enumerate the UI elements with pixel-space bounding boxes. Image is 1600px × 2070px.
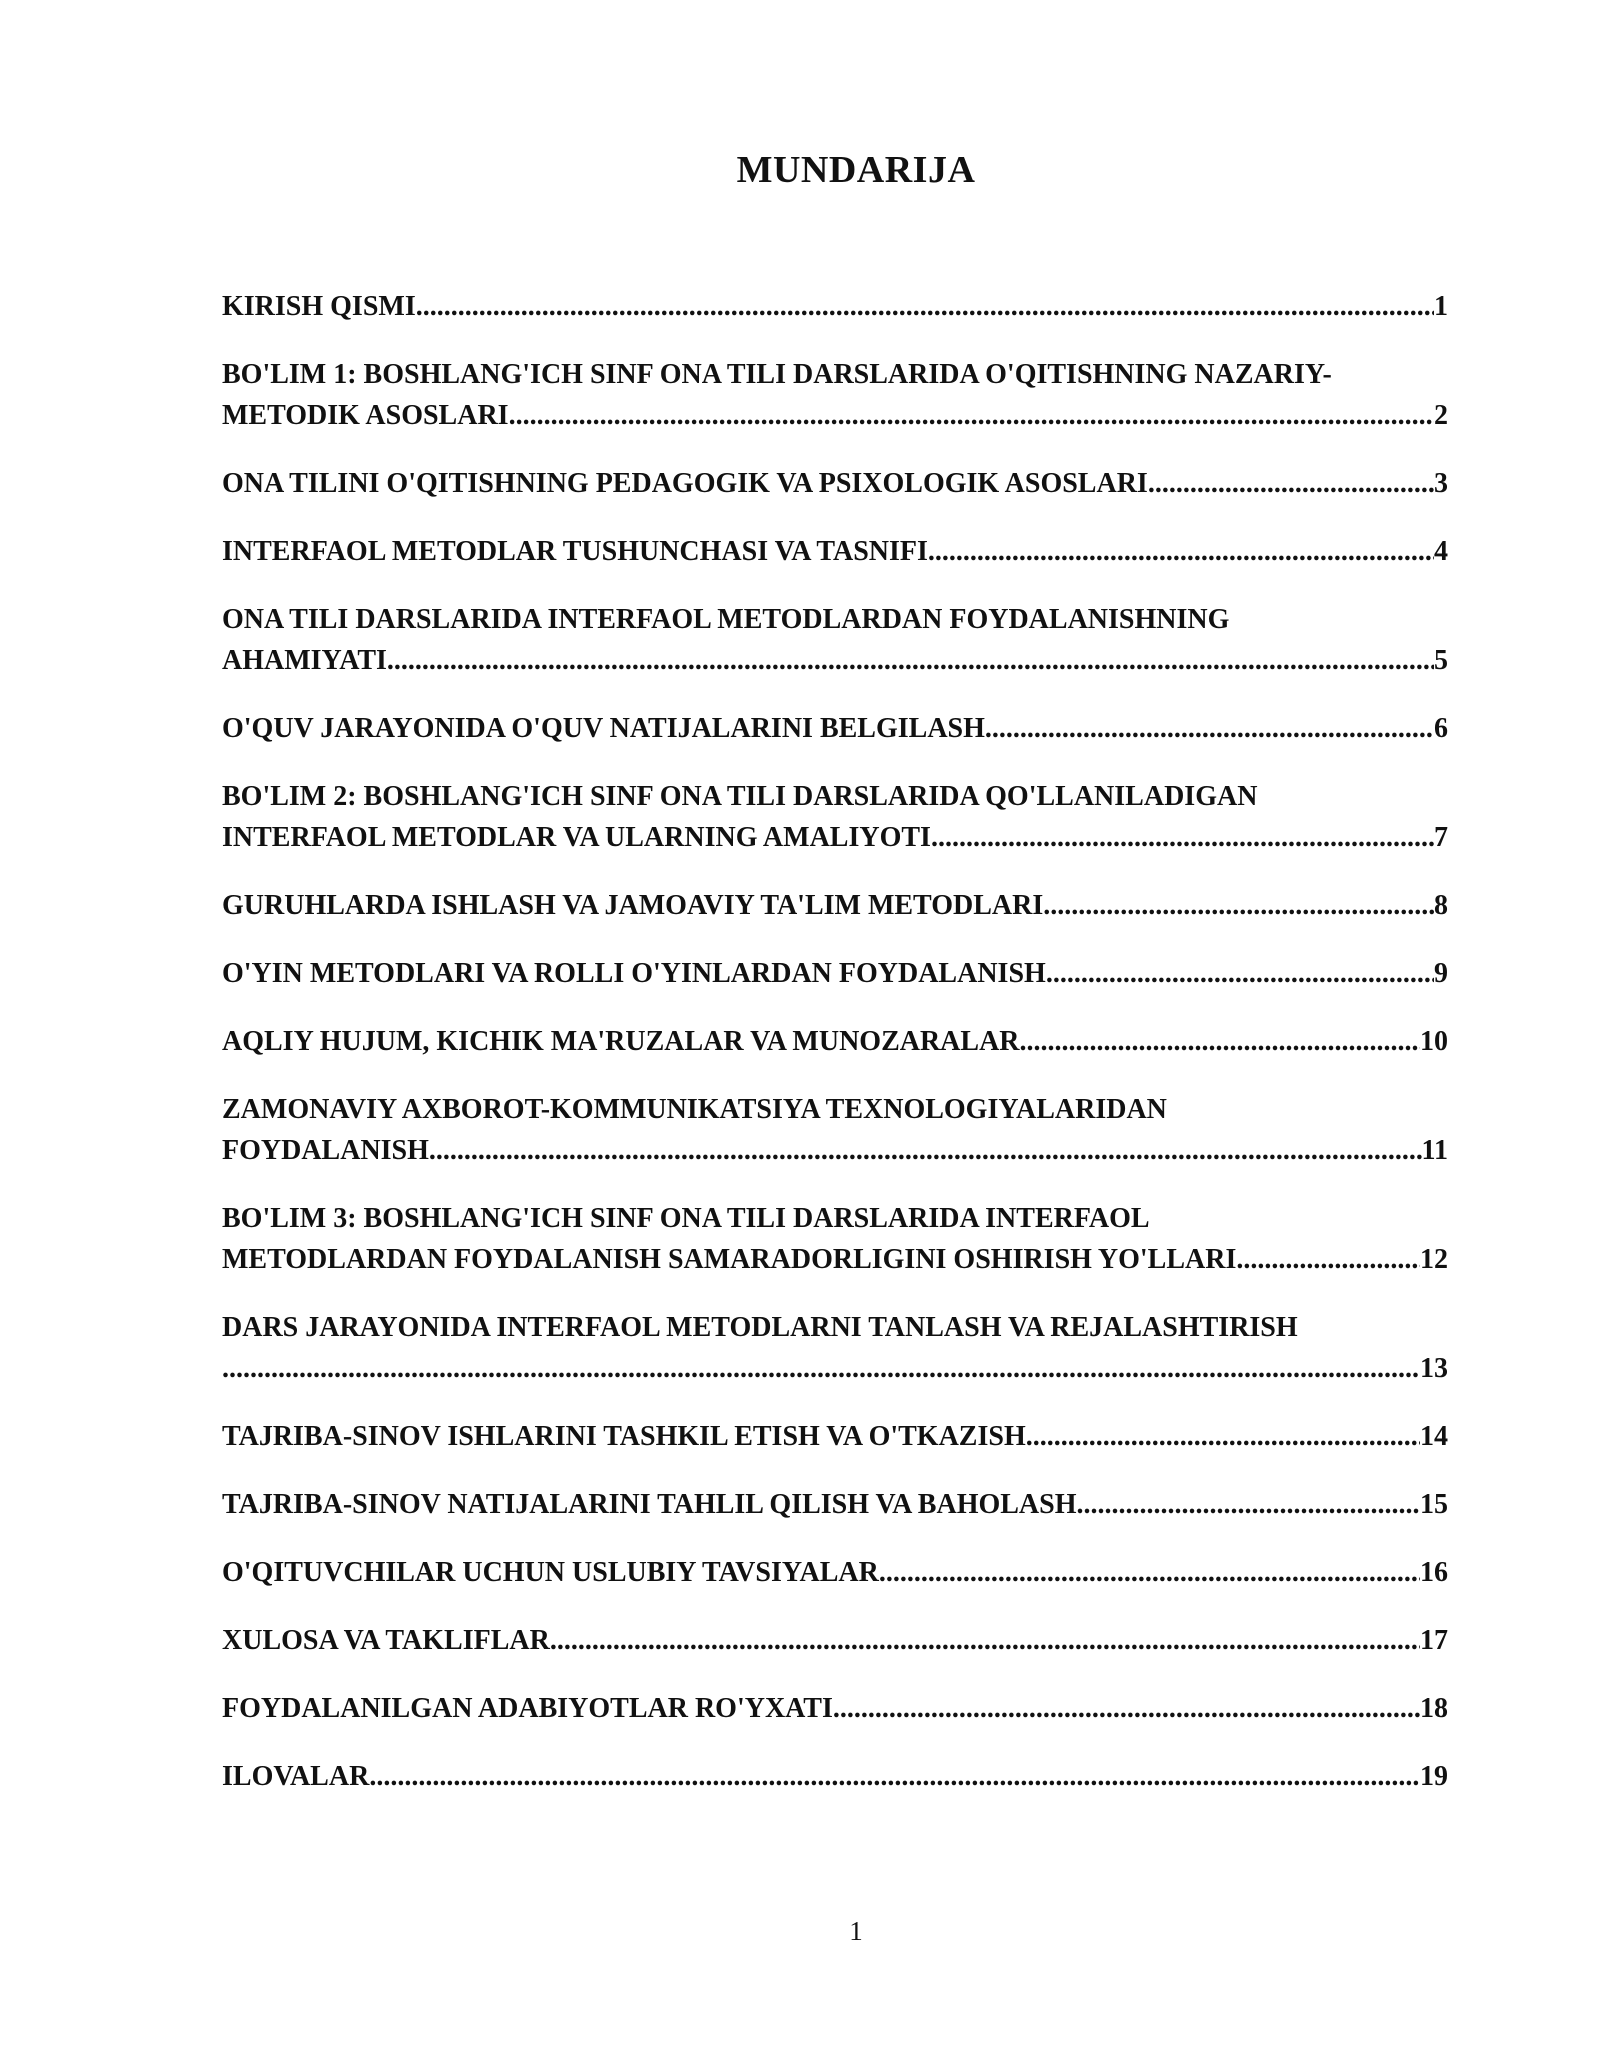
toc-entry[interactable] bbox=[222, 531, 1448, 572]
toc-entry-title: O'QUV JARAYONIDA O'QUV NATIJALARINI BELGILASH bbox=[222, 713, 985, 744]
dot-leader bbox=[1236, 1239, 1420, 1280]
toc-entry-leader-line bbox=[222, 1688, 1448, 1729]
toc-entry-leader-line bbox=[222, 1552, 1448, 1593]
toc-entry-leader-line bbox=[222, 286, 1448, 327]
toc-entry-page-number: 15 bbox=[1420, 1489, 1448, 1520]
dot-leader bbox=[1046, 953, 1434, 994]
dot-leader bbox=[879, 1552, 1420, 1593]
dot-leader bbox=[550, 1620, 1420, 1661]
dot-leader bbox=[1020, 1021, 1420, 1062]
toc-entry-title: INTERFAOL METODLAR TUSHUNCHASI VA TASNIFI bbox=[222, 536, 928, 567]
table-of-contents bbox=[222, 286, 1448, 1824]
toc-entry[interactable] bbox=[222, 1021, 1448, 1062]
dot-leader bbox=[1043, 885, 1434, 926]
toc-entry-page-number: 6 bbox=[1434, 713, 1448, 744]
toc-entry-title: METODIK ASOSLARI bbox=[222, 400, 509, 431]
toc-entry[interactable] bbox=[222, 1620, 1448, 1661]
toc-entry[interactable] bbox=[222, 1756, 1448, 1797]
toc-entry-page-number: 5 bbox=[1434, 645, 1448, 676]
toc-entry-page-number: 18 bbox=[1420, 1693, 1448, 1724]
toc-entry-title-line: ZAMONAVIY AXBOROT-KOMMUNIKATSIYA TEXNOLOGIYALARIDAN bbox=[222, 1094, 1167, 1125]
toc-entry[interactable] bbox=[222, 1688, 1448, 1729]
dot-leader bbox=[509, 395, 1434, 436]
toc-entry-title-line: ONA TILI DARSLARIDA INTERFAOL METODLARDAN FOYDALANISHNING bbox=[222, 604, 1230, 635]
dot-leader bbox=[1148, 463, 1434, 504]
toc-entry[interactable] bbox=[222, 463, 1448, 504]
page-number: 1 bbox=[849, 1916, 863, 1946]
toc-entry[interactable] bbox=[222, 286, 1448, 327]
toc-entry-title: TAJRIBA-SINOV NATIJALARINI TAHLIL QILISH VA BAHOLASH bbox=[222, 1489, 1077, 1520]
toc-entry-page-number: 17 bbox=[1420, 1625, 1448, 1656]
toc-entry-leader-line bbox=[222, 463, 1448, 504]
dot-leader bbox=[369, 1756, 1420, 1797]
dot-leader bbox=[931, 817, 1434, 858]
toc-entry-page-number: 10 bbox=[1420, 1026, 1448, 1057]
toc-entry-page-number: 19 bbox=[1420, 1761, 1448, 1792]
toc-entry-leader-line bbox=[222, 1484, 1448, 1525]
toc-entry-leader-line bbox=[222, 1348, 1448, 1389]
toc-entry-page-number: 7 bbox=[1434, 822, 1448, 853]
toc-entry-title: KIRISH QISMI bbox=[222, 291, 416, 322]
dot-leader bbox=[1077, 1484, 1420, 1525]
toc-entry-leader-line bbox=[222, 708, 1448, 749]
toc-entry-title: ONA TILINI O'QITISHNING PEDAGOGIK VA PSIXOLOGIK ASOSLARI bbox=[222, 468, 1148, 499]
dot-leader bbox=[985, 708, 1434, 749]
toc-entry-title: ILOVALAR bbox=[222, 1761, 370, 1792]
toc-entry-page-number: 3 bbox=[1434, 468, 1448, 499]
dot-leader bbox=[387, 640, 1434, 681]
toc-entry-leader-line bbox=[222, 1756, 1448, 1797]
toc-entry-leader-line bbox=[222, 531, 1448, 572]
toc-entry[interactable] bbox=[222, 708, 1448, 749]
dot-leader bbox=[928, 531, 1434, 572]
toc-entry-page-number: 16 bbox=[1420, 1557, 1448, 1588]
toc-entry-page-number: 9 bbox=[1434, 958, 1448, 989]
toc-entry[interactable] bbox=[222, 953, 1448, 994]
toc-entry-leader-line bbox=[222, 640, 1448, 681]
toc-entry[interactable] bbox=[222, 885, 1448, 926]
dot-leader bbox=[833, 1688, 1420, 1729]
dot-leader bbox=[1026, 1416, 1420, 1457]
toc-entry-title: XULOSA VA TAKLIFLAR bbox=[222, 1625, 550, 1656]
toc-entry[interactable] bbox=[222, 1307, 1448, 1389]
toc-entry-page-number: 8 bbox=[1434, 890, 1448, 921]
toc-entry-leader-line bbox=[222, 1416, 1448, 1457]
page-title: MUNDARIJA bbox=[736, 149, 976, 191]
toc-entry-title: AHAMIYATI bbox=[222, 645, 387, 676]
toc-entry[interactable] bbox=[222, 776, 1448, 858]
toc-entry-title: AQLIY HUJUM, KICHIK MA'RUZALAR VA MUNOZARALAR bbox=[222, 1026, 1020, 1057]
dot-leader bbox=[429, 1130, 1422, 1171]
toc-entry-title-line: BO'LIM 3: BOSHLANG'ICH SINF ONA TILI DARSLARIDA INTERFAOL bbox=[222, 1203, 1150, 1234]
toc-entry-leader-line bbox=[222, 817, 1448, 858]
toc-entry-title-line: DARS JARAYONIDA INTERFAOL METODLARNI TANLASH VA REJALASHTIRISH bbox=[222, 1312, 1298, 1343]
toc-entry[interactable] bbox=[222, 1416, 1448, 1457]
toc-entry-page-number: 1 bbox=[1434, 291, 1448, 322]
toc-entry-title-line: BO'LIM 1: BOSHLANG'ICH SINF ONA TILI DARSLARIDA O'QITISHNING NAZARIY- bbox=[222, 359, 1332, 390]
toc-entry[interactable] bbox=[222, 1484, 1448, 1525]
toc-entry[interactable] bbox=[222, 1552, 1448, 1593]
toc-entry-title: FOYDALANISH bbox=[222, 1135, 429, 1166]
toc-entry-leader-line bbox=[222, 1239, 1448, 1280]
toc-entry-page-number: 2 bbox=[1434, 400, 1448, 431]
toc-entry-title: INTERFAOL METODLAR VA ULARNING AMALIYOTI bbox=[222, 822, 931, 853]
toc-entry-title: O'QITUVCHILAR UCHUN USLUBIY TAVSIYALAR bbox=[222, 1557, 879, 1588]
toc-entry-title: O'YIN METODLARI VA ROLLI O'YINLARDAN FOYDALANISH bbox=[222, 958, 1046, 989]
toc-entry-leader-line bbox=[222, 1130, 1448, 1171]
toc-entry-leader-line bbox=[222, 953, 1448, 994]
toc-entry[interactable] bbox=[222, 599, 1448, 681]
toc-entry-title: TAJRIBA-SINOV ISHLARINI TASHKIL ETISH VA O'TKAZISH bbox=[222, 1421, 1026, 1452]
toc-entry[interactable] bbox=[222, 354, 1448, 436]
toc-entry-page-number: 11 bbox=[1421, 1135, 1448, 1166]
dot-leader bbox=[222, 1348, 1420, 1389]
dot-leader bbox=[416, 286, 1434, 327]
toc-entry-title: GURUHLARDA ISHLASH VA JAMOAVIY TA'LIM METODLARI bbox=[222, 890, 1044, 921]
toc-entry-leader-line bbox=[222, 395, 1448, 436]
toc-entry[interactable] bbox=[222, 1089, 1448, 1171]
toc-entry[interactable] bbox=[222, 1198, 1448, 1280]
toc-entry-title-line: BO'LIM 2: BOSHLANG'ICH SINF ONA TILI DARSLARIDA QO'LLANILADIGAN bbox=[222, 781, 1258, 812]
toc-entry-title: METODLARDAN FOYDALANISH SAMARADORLIGINI OSHIRISH YO'LLARI bbox=[222, 1244, 1237, 1275]
toc-entry-leader-line bbox=[222, 885, 1448, 926]
toc-entry-leader-line bbox=[222, 1620, 1448, 1661]
toc-entry-page-number: 12 bbox=[1420, 1244, 1448, 1275]
toc-entry-page-number: 13 bbox=[1420, 1353, 1448, 1384]
toc-entry-page-number: 4 bbox=[1434, 536, 1448, 567]
toc-entry-page-number: 14 bbox=[1420, 1421, 1448, 1452]
toc-entry-title: FOYDALANILGAN ADABIYOTLAR RO'YXATI bbox=[222, 1693, 833, 1724]
toc-entry-leader-line bbox=[222, 1021, 1448, 1062]
